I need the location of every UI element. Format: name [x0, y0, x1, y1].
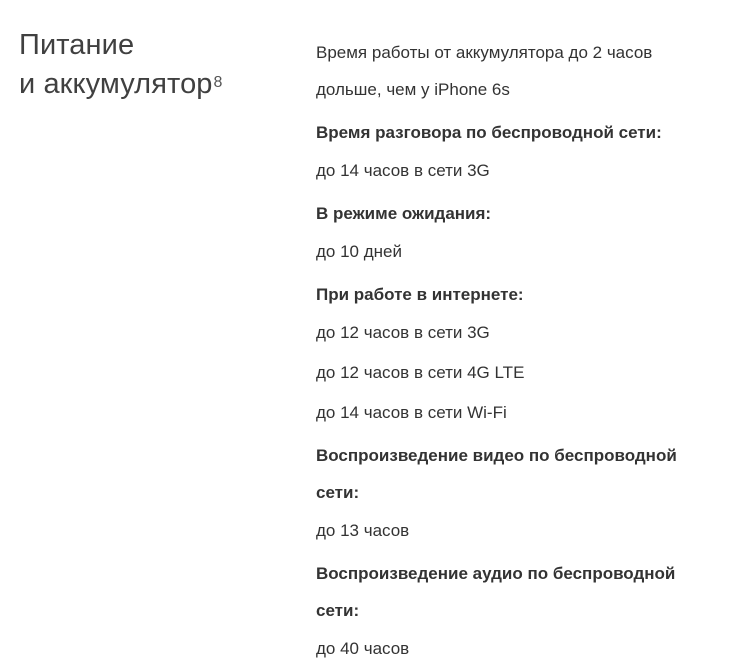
- battery-specs: [316, 34, 736, 669]
- spec-group-talk-time: [316, 114, 736, 191]
- spec-group-title-line-1: При работе в интернете:: [316, 285, 524, 304]
- battery-intro-line-1: Время работы от аккумулятора до 2 часов: [316, 43, 653, 62]
- spec-group-title-line-1: Воспроизведение видео по беспроводной: [316, 446, 677, 465]
- battery-intro-line-2: дольше, чем у iPhone 6s: [316, 80, 510, 99]
- spec-group-title: [316, 437, 736, 511]
- spec-group-title: [316, 555, 736, 629]
- spec-group-title: [316, 195, 736, 232]
- spec-group-title-line-1: В режиме ожидания:: [316, 204, 492, 223]
- spec-group-title-line-2: сети:: [316, 483, 360, 502]
- spec-group-title-line-2: сети:: [316, 601, 360, 620]
- spec-value: до 10 дней: [316, 242, 402, 261]
- spec-value: до 14 часов в сети Wi-Fi: [316, 403, 507, 422]
- spec-group-video-playback: [316, 437, 736, 551]
- spec-group-audio-playback: [316, 555, 736, 669]
- battery-intro: [316, 34, 736, 108]
- spec-value: до 14 часов в сети 3G: [316, 161, 490, 180]
- footnote-marker[interactable]: 8: [213, 74, 223, 91]
- spec-value: до 40 часов: [316, 639, 410, 658]
- spec-group-title-line-1: Время разговора по беспроводной сети:: [316, 123, 662, 142]
- section-title-text: и аккумулятор: [19, 68, 213, 100]
- section-title: [19, 26, 223, 104]
- section-title-line-1: Питание: [19, 29, 135, 61]
- spec-group-title: [316, 276, 736, 313]
- spec-group-title: [316, 114, 736, 151]
- spec-group-internet: [316, 276, 736, 433]
- spec-group-standby: [316, 195, 736, 272]
- spec-value: до 13 часов: [316, 521, 410, 540]
- section-title-line-2: [19, 65, 223, 104]
- spec-group-title-line-1: Воспроизведение аудио по беспроводной: [316, 564, 676, 583]
- spec-value: до 12 часов в сети 4G LTE: [316, 363, 525, 382]
- spec-value: до 12 часов в сети 3G: [316, 323, 490, 342]
